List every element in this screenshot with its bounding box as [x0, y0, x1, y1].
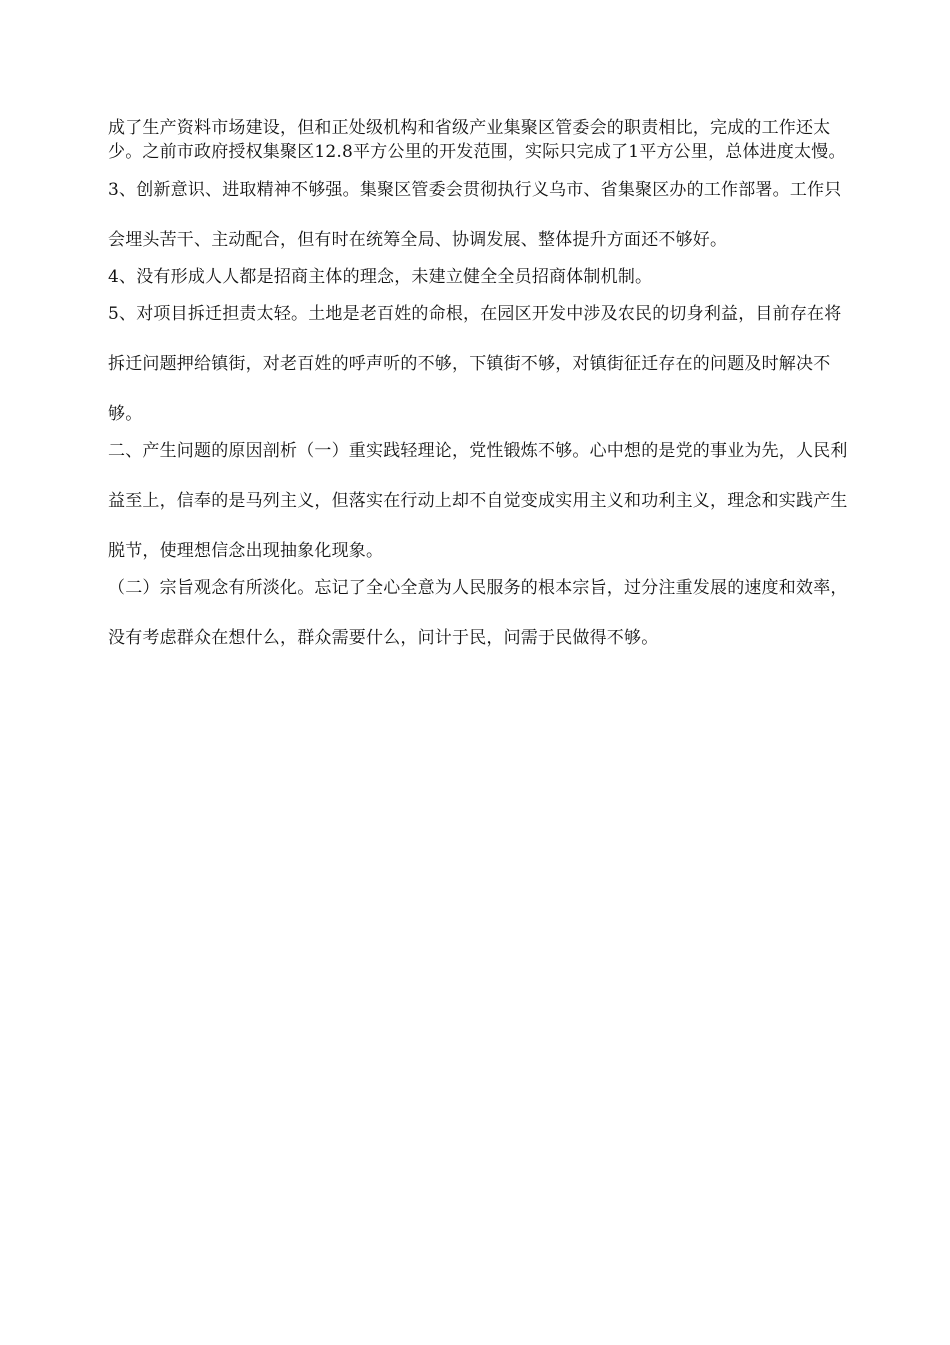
paragraph-3: 4、没有形成人人都是招商主体的理念，未建立健全全员招商体制机制。: [108, 267, 653, 287]
paragraph-1: 成了生产资料市场建设，但和正处级机构和省级产业集聚区管委会的职责相比，完成的工作还太少。之前市政府授权集聚区12.8平方公里的开发范围，实际只完成了1平方公里，总体进度太慢。: [108, 118, 846, 162]
paragraph-6: （二）宗旨观念有所淡化。忘记了全心全意为人民服务的根本宗旨，过分注重发展的速度和效率，没有考虑群众在想什么，群众需要什么，问计于民，问需于民做得不够。: [108, 578, 848, 648]
paragraph-2: 3、创新意识、进取精神不够强。集聚区管委会贯彻执行义乌市、省集聚区办的工作部署。工作只会埋头苦干、主动配合，但有时在统筹全局、协调发展、整体提升方面还不够好。: [108, 180, 842, 250]
document-body: [108, 116, 852, 663]
paragraph-5: 二、产生问题的原因剖析（一）重实践轻理论，党性锻炼不够。心中想的是党的事业为先，人民利益至上，信奉的是马列主义，但落实在行动上却不自觉变成实用主义和功利主义，理念和实践产生脱节，使理想信念出现抽象化现象。: [108, 441, 848, 561]
paragraph-4: 5、对项目拆迁担责太轻。土地是老百姓的命根，在园区开发中涉及农民的切身利益，目前存在将拆迁问题押给镇街，对老百姓的呼声听的不够，下镇街不够，对镇街征迁存在的问题及时解决不够。: [108, 304, 842, 424]
